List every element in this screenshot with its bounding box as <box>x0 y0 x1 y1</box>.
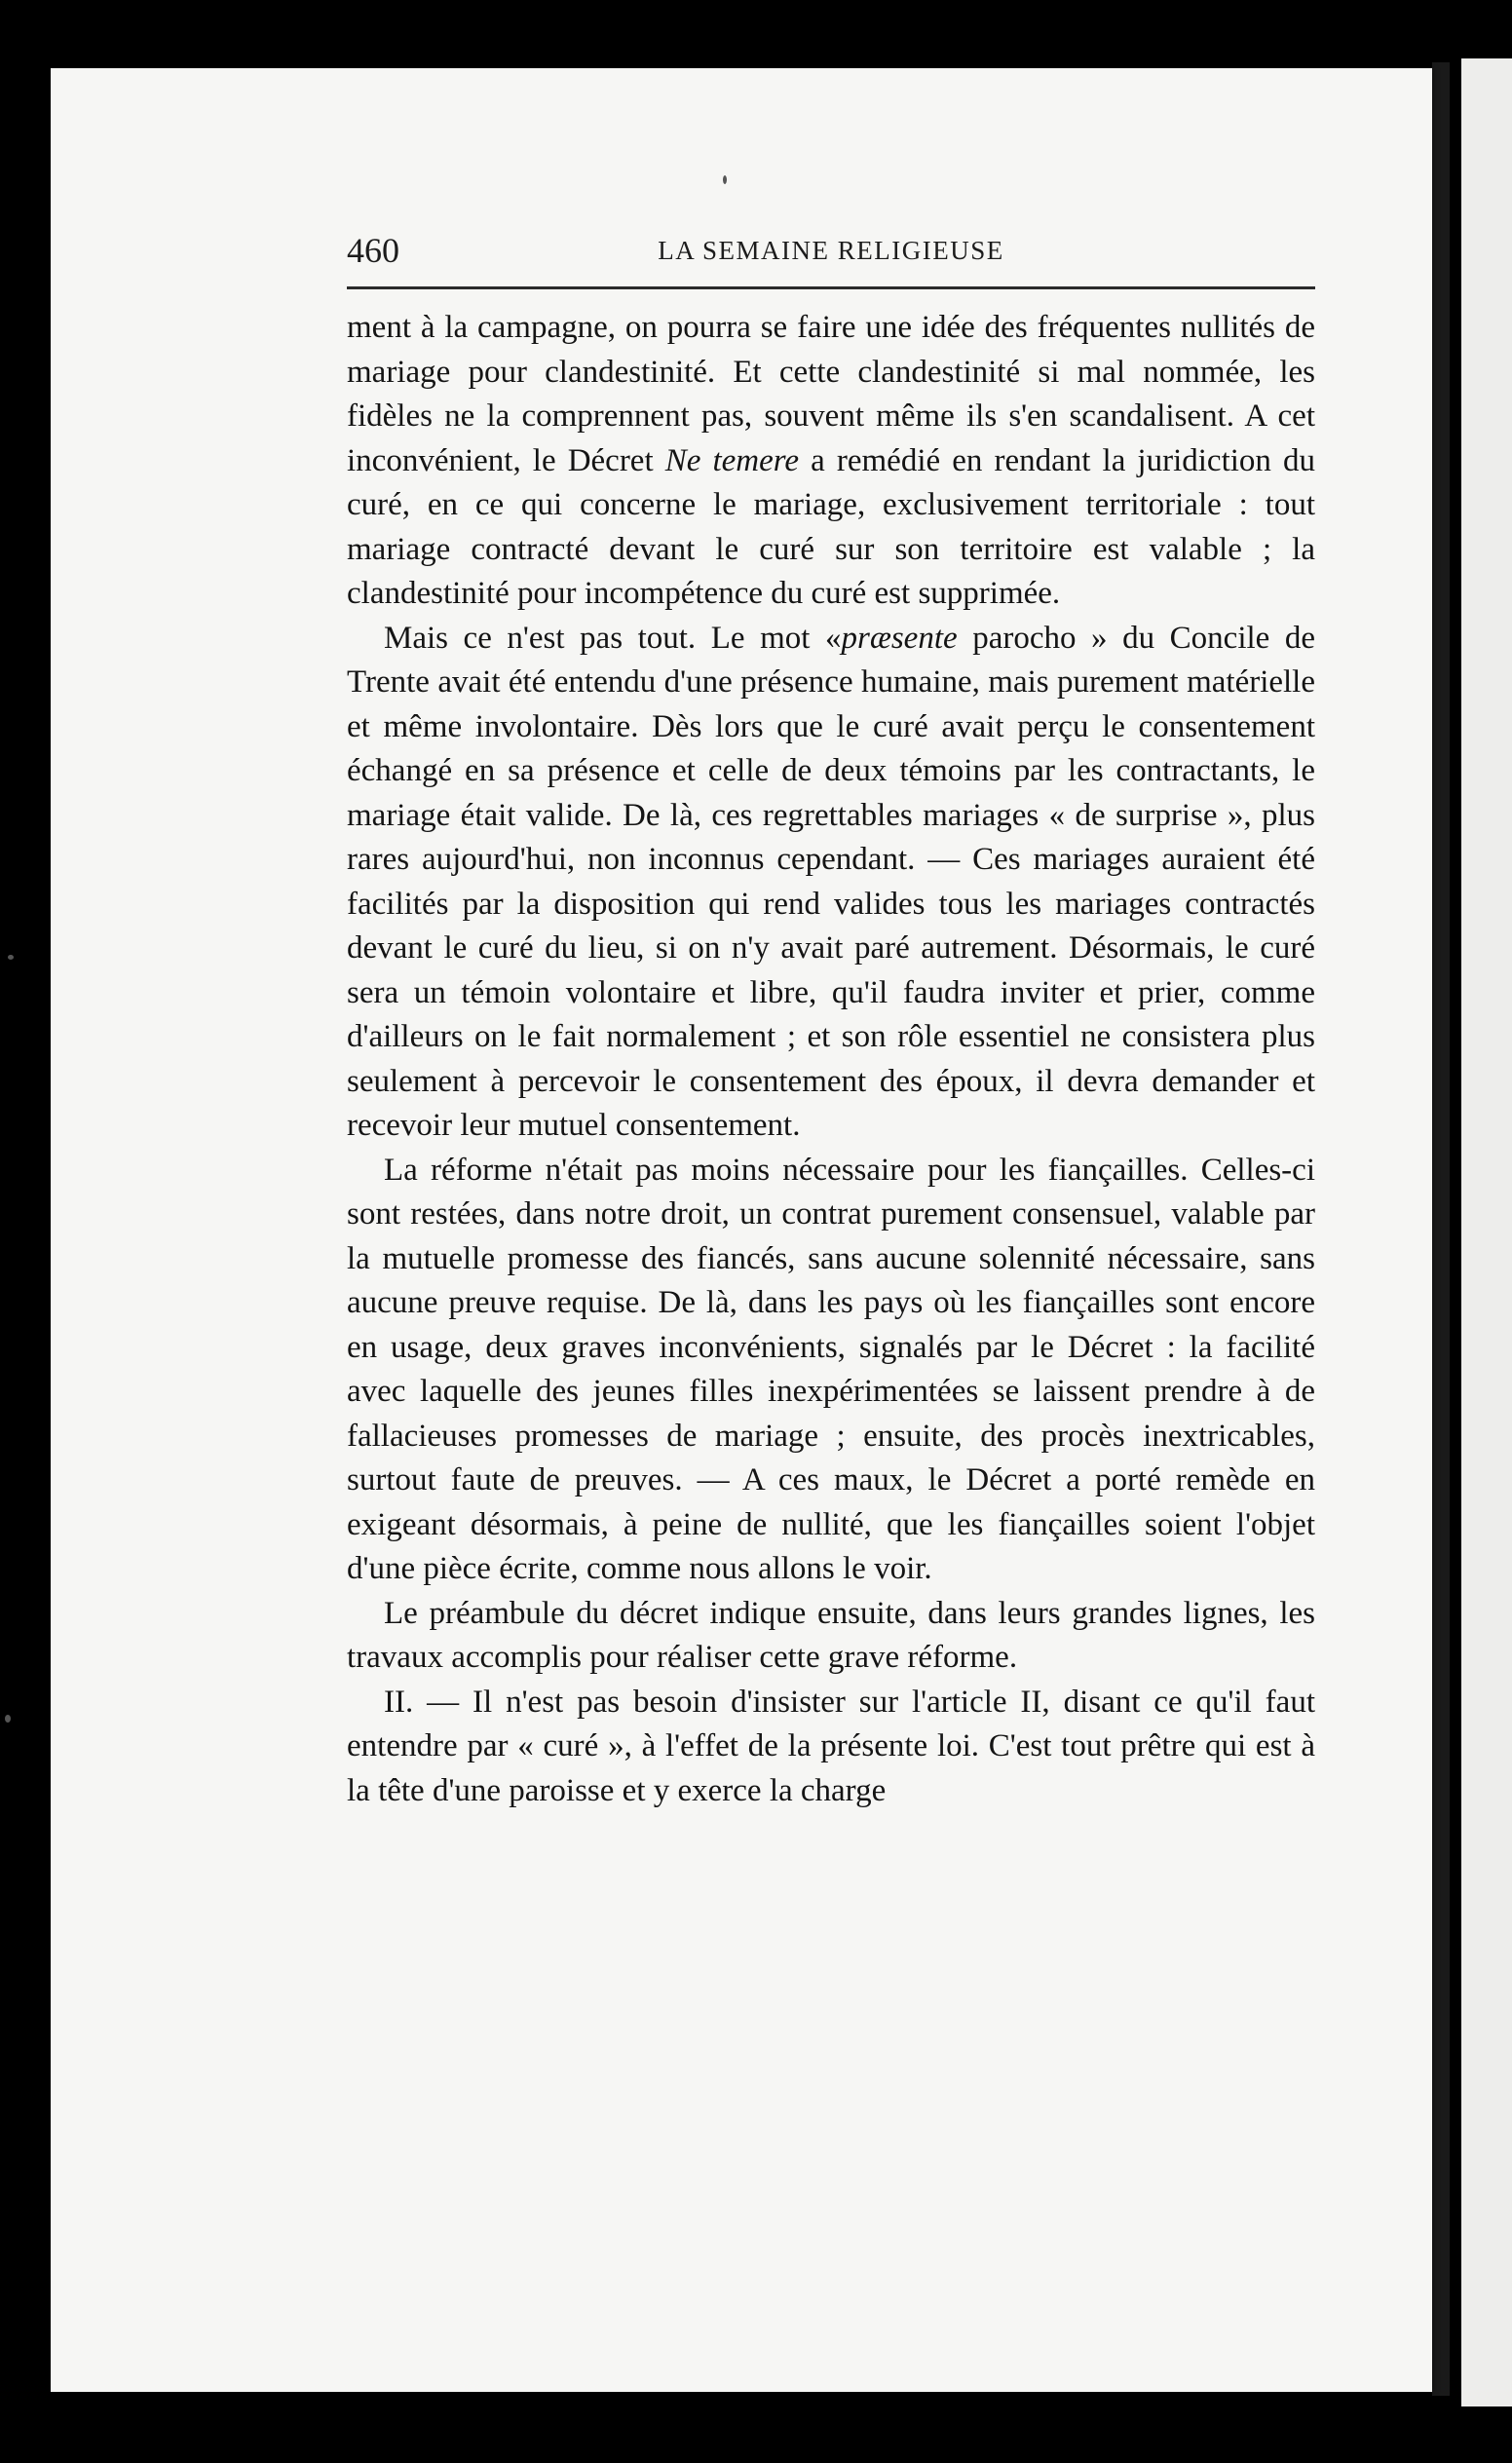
decree-title: Ne temere <box>664 442 800 478</box>
paragraph-1 <box>347 306 1315 617</box>
scan-speck <box>8 955 14 960</box>
paragraph-2 <box>347 617 1315 1149</box>
latin-term: præsente <box>841 620 958 656</box>
scan-speck <box>723 175 727 184</box>
paragraph-5: II. — Il n'est pas besoin d'insister sur l'article II, disant ce qu'il faut entendre par « curé », à l'effet de la présente loi. C'est tout prêtre qui est à la tête d'une paroisse et y exerce la charge <box>347 1684 1315 1808</box>
page-gutter-shadow <box>1432 62 1450 2396</box>
running-title: LA SEMAINE RELIGIEUSE <box>658 236 1004 265</box>
page-header <box>347 230 1315 279</box>
body-text <box>347 306 1315 1813</box>
paragraph-2-start: Mais ce n'est pas tout. Le mot « <box>384 620 842 656</box>
paragraph-3: La réforme n'était pas moins nécessaire pour les fiançailles. Celles-ci sont restées, dans notre droit, un contrat purement consensuel, valable par la mutuelle promesse des fiancés, sans aucune solennité nécessaire, sans aucune preuve requise. De là, dans les pays où les fiançailles sont encore en usage, deux graves inconvénients, signalés par le Décret : la facilité avec laquelle des jeunes filles inexpérimentées se laissent prendre à de fallacieuses promesses de mariage ; ensuite, des procès inextricables, surtout faute de preuves. — A ces maux, le Décret a porté remède en exigeant désormais, à peine de nullité, que les fiançailles soient l'objet d'une pièce écrite, comme nous allons le voir. <box>347 1152 1315 1586</box>
paragraph-4: Le préambule du décret indique ensuite, dans leurs grandes lignes, les travaux accomplis pour réaliser cette grave réforme. <box>347 1595 1315 1675</box>
header-rule <box>347 286 1315 289</box>
page-number: 460 <box>347 231 399 270</box>
adjacent-page-edge <box>1461 58 1512 2406</box>
scan-speck <box>5 1715 11 1723</box>
paragraph-1-end: a remédié en rendant la juridiction du curé, en ce qui concerne le mariage, exclusivement territoriale : tout mariage contracté devant le curé sur son territoire est valable ; la clandestinité pour incompétence du curé est supprimée. <box>347 442 1316 611</box>
paragraph-1-text: ment à la campagne, on pourra se faire une idée des fréquentes nullités de mariage pour clandestinité. Et cette clandestinité si mal nommée, les fidèles ne la comprennent pas, souvent même ils s'en scandalisent. A cet inconvénient, le Décret <box>347 310 1315 478</box>
paragraph-2-end: parocho » du Concile de Trente avait été entendu d'une présence humaine, mais purement matérielle et même involontaire. Dès lors que le curé avait perçu le consentement échangé en sa présence et celle de deux témoins par les contractants, le mariage était valide. De là, ces regrettables mariages « de surprise », plus rares aujourd'hui, non inconnus cependant. — Ces mariages auraient été facilités par la disposition qui rend valides tous les mariages contractés devant le curé du lieu, si on n'y avait paré autrement. Désormais, le curé sera un témoin volontaire et libre, qu'il faudra inviter et prier, comme d'ailleurs on le fait normalement ; et son rôle essentiel ne consistera plus seulement à percevoir le consentement des époux, il devra demander et recevoir leur mutuel consentement. <box>347 620 1315 1143</box>
